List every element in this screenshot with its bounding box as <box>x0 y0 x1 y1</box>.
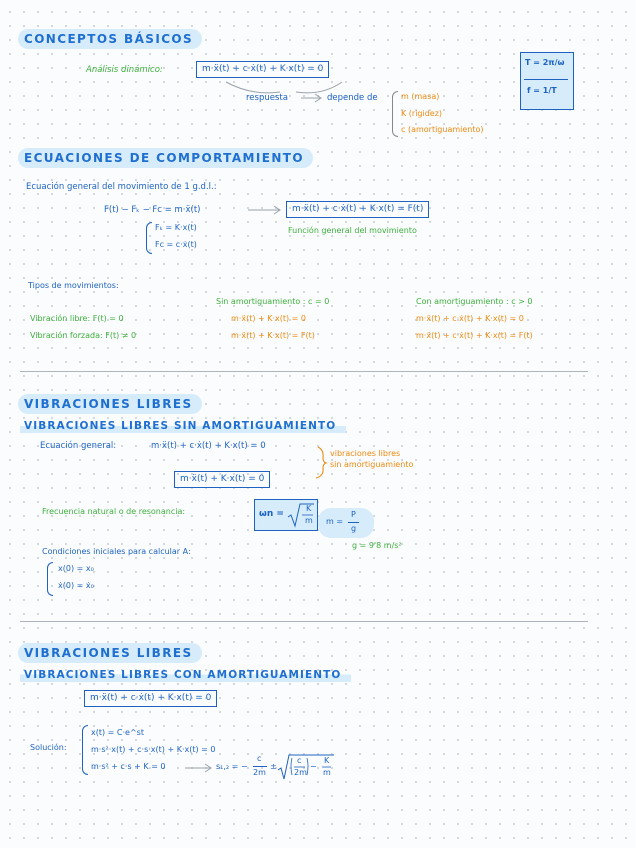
orange-brace-icon <box>314 446 328 480</box>
solution-brace <box>82 725 88 775</box>
con-forzada-equation: m·ẍ(t) + c·ẋ(t) + K·x(t) = F(t) <box>416 331 533 340</box>
respuesta-label: respuesta <box>246 93 288 103</box>
natural-frequency-box <box>254 499 318 531</box>
sin-forzada-equation: m·ẍ(t) + K·x(t) = F(t) <box>231 331 315 340</box>
vibracion-forzada-label: Vibración forzada: F(t) ≠ 0 <box>30 331 137 340</box>
condition-position: x(0) = x₀ <box>58 564 94 573</box>
mass-denominator: g <box>351 524 357 533</box>
roots-plus-minus: ± <box>270 762 277 771</box>
note-line-2: sin amortiguamiento <box>330 460 414 469</box>
roots-k: K <box>324 756 330 765</box>
section-heading-vibraciones-libres-2: VIBRACIONES LIBRES <box>18 643 202 663</box>
con-amortiguamiento-equation-box: m·ẍ(t) + c·ẋ(t) + K·x(t) = 0 <box>84 690 217 707</box>
section-divider <box>20 621 588 622</box>
roots-inner-numerator: c <box>297 756 302 765</box>
roots-lhs: s₁,₂ = − <box>216 762 248 771</box>
frecuencia-label: Frecuencia natural o de resonancia: <box>42 507 186 516</box>
sin-amortiguamiento-header: Sin amortiguamiento : c = 0 <box>216 297 330 306</box>
general-movement-equation-box: m·ẍ(t) + c·ẋ(t) + K·x(t) = F(t) <box>286 201 429 218</box>
amortiguamiento-item: c (amortiguamiento) <box>401 125 484 134</box>
note-line-1: vibraciones libres <box>330 449 401 458</box>
solucion-label: Solución: <box>30 743 67 752</box>
forces-brace <box>146 222 152 254</box>
analisis-label: Análisis dinámico: <box>86 65 163 75</box>
solution-step-3: m·s² + c·s + K = 0 <box>91 762 166 771</box>
section-heading-vibraciones-libres: VIBRACIONES LIBRES <box>18 394 202 414</box>
period-equation: T = 2π/ω <box>525 58 565 67</box>
roots-m: m <box>323 768 331 777</box>
conditions-brace <box>47 562 53 596</box>
depende-label: depende de <box>327 93 378 103</box>
roots-inner-minus: − <box>310 762 317 771</box>
period-frequency-box <box>520 52 574 110</box>
roots-frac-numerator: c <box>257 754 262 763</box>
subheading-con-amortiguamiento: VIBRACIONES LIBRES CON AMORTIGUAMIENTO <box>20 668 351 683</box>
section-heading-ecuaciones: ECUACIONES DE COMPORTAMIENTO <box>18 148 313 168</box>
arrow-right-icon <box>247 205 283 215</box>
solution-step-2: m·s²·x(t) + c·s·x(t) + K·x(t) = 0 <box>91 745 216 754</box>
roots-frac-line <box>253 766 267 767</box>
analisis-equation-box: m·ẍ(t) + c·ẋ(t) + K·x(t) = 0 <box>196 61 329 78</box>
wn-denominator: m <box>305 516 313 525</box>
frequency-equation: f = 1/T <box>527 86 557 95</box>
tipos-label: Tipos de movimientos: <box>28 281 119 290</box>
subheading-sin-amortiguamiento: VIBRACIONES LIBRES SIN AMORTIGUAMIENTO <box>20 419 346 434</box>
funcion-general-label: Función general del movimiento <box>288 226 417 235</box>
period-divider <box>524 79 568 80</box>
mass-fraction-line <box>348 522 359 523</box>
arrow-right-icon <box>300 93 324 103</box>
mass-bubble <box>318 508 374 538</box>
ecuacion-general-sin-equation: m·ẍ(t) + c·ẋ(t) + K·x(t) = 0 <box>151 441 266 451</box>
gravity-value: g = 9'8 m/s² <box>352 541 402 550</box>
section-divider <box>20 371 588 372</box>
roots-formula <box>216 754 334 780</box>
condiciones-label: Condiciones iniciales para calcular A: <box>42 547 191 556</box>
masa-item: m (masa) <box>401 92 440 101</box>
vibracion-libre-label: Vibración libre: F(t) = 0 <box>30 314 124 323</box>
roots-inner-denominator: 2m <box>294 768 307 777</box>
mass-numerator: P <box>351 510 356 519</box>
sin-amortiguamiento-equation-box: m·ẍ(t) + K·x(t) = 0 <box>174 471 270 488</box>
ecuacion-general-label: Ecuación general del movimiento de 1 g.d.l.: <box>26 182 217 192</box>
con-amortiguamiento-header: Con amortiguamiento : c > 0 <box>416 297 533 306</box>
depende-brace <box>392 91 398 137</box>
ecuacion-general-sin-label: Ecuación general: <box>40 441 117 451</box>
wn-numerator: K <box>306 504 312 513</box>
con-libre-equation: m·ẍ(t) + c·ẋ(t) + K·x(t) = 0 <box>416 314 524 323</box>
fk-equation: Fₖ = K·x(t) <box>155 223 197 232</box>
condition-velocity: ẋ(0) = ẋ₀ <box>58 581 94 590</box>
fc-equation: Fc = c·ẋ(t) <box>155 240 197 249</box>
roots-frac-denominator: 2m <box>253 768 266 777</box>
force-equation: F(t) − Fₖ − Fc = m·ẍ(t) <box>104 205 201 215</box>
sin-libre-equation: m·ẍ(t) + K·x(t) = 0 <box>231 314 307 323</box>
wn-lhs: ωn = <box>259 509 284 519</box>
section-heading-conceptos: CONCEPTOS BÁSICOS <box>18 29 202 49</box>
mass-lhs: m = <box>326 517 344 526</box>
arrow-right-icon <box>184 763 214 773</box>
solution-step-1: x(t) = C·e^st <box>91 728 144 737</box>
rigidez-item: K (rigidez) <box>401 109 443 118</box>
